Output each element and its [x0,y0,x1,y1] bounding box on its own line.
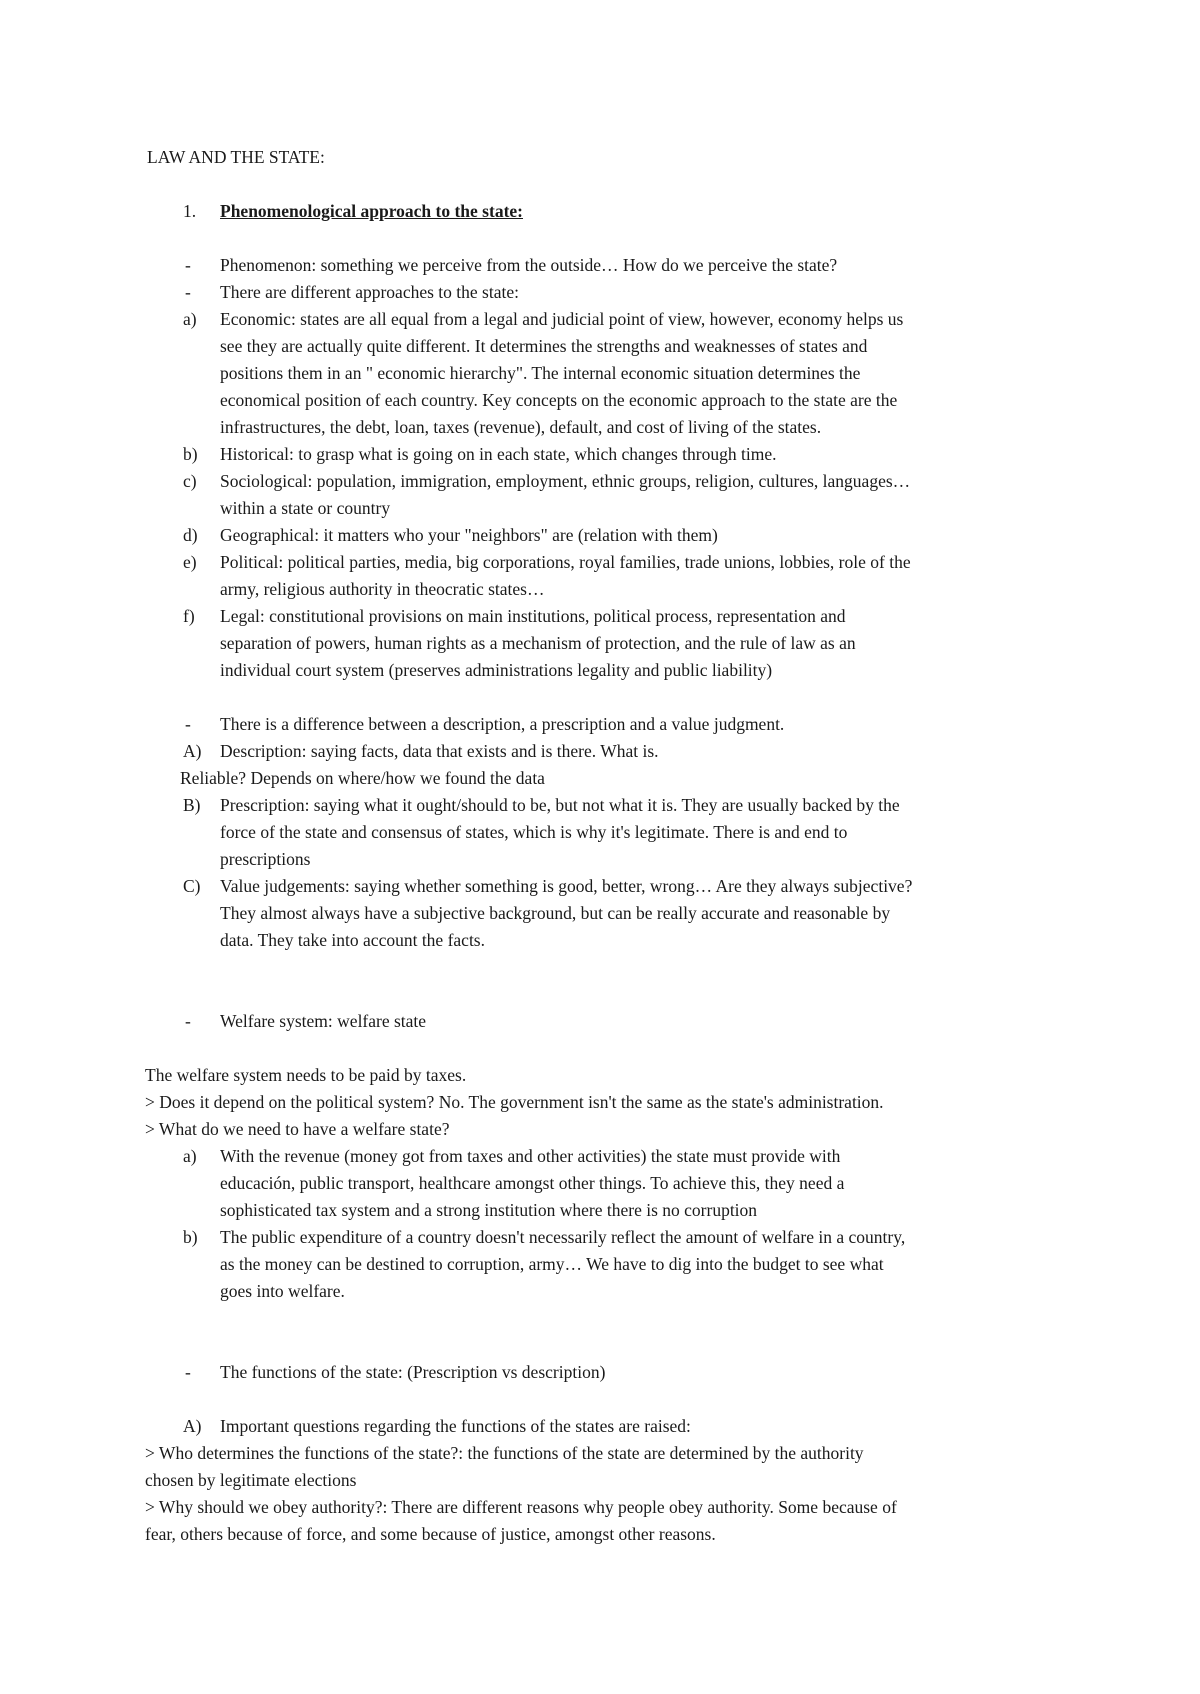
question-text: > Who determines the functions of the state?: the functions of the state are determined by the authority [145,1443,864,1463]
list-text: Economic: states are all equal from a legal and judicial point of view, however, economy helps us [220,309,904,329]
bullet-dash: - [185,1362,191,1382]
list-text: Sociological: population, immigration, employment, ethnic groups, religion, cultures, languages… [220,471,911,491]
list-text: army, religious authority in theocratic states… [220,579,545,599]
list-text: Legal: constitutional provisions on main institutions, political process, representation and [220,606,846,626]
list-marker: a) [183,1146,197,1166]
list-text: prescriptions [220,849,311,869]
bullet-dash: - [185,1011,191,1031]
list-marker: A) [183,1416,202,1436]
bullet-text: Welfare system: welfare state [220,1011,427,1031]
list-text: Important questions regarding the functions of the states are raised: [220,1416,691,1436]
paragraph-text: The welfare system needs to be paid by taxes. [145,1065,467,1085]
list-text: positions them in an " economic hierarchy". The internal economic situation determines the [220,363,861,383]
list-text: They almost always have a subjective background, but can be really accurate and reasonable by [220,903,891,923]
bullet-dash: - [185,282,191,302]
question-text: fear, others because of force, and some because of justice, amongst other reasons. [145,1524,716,1544]
list-marker: b) [183,444,198,464]
list-text: as the money can be destined to corruption, army… We have to dig into the budget to see what [220,1254,884,1274]
list-text: educación, public transport, healthcare amongst other things. To achieve this, they need a [220,1173,845,1193]
note-text: Reliable? Depends on where/how we found the data [180,768,545,788]
section-heading: Phenomenological approach to the state: [220,201,523,221]
list-marker: B) [183,795,201,815]
list-marker: b) [183,1227,198,1247]
list-marker: f) [183,606,195,626]
list-text: individual court system (preserves administrations legality and public liability) [220,660,773,680]
list-text: With the revenue (money got from taxes and other activities) the state must provide with [220,1146,841,1166]
list-text: force of the state and consensus of states, which is why it's legitimate. There is and end to [220,822,848,842]
question-text: > Why should we obey authority?: There are different reasons why people obey authority. Some because of [145,1497,897,1517]
list-marker: a) [183,309,197,329]
bullet-dash: - [185,714,191,734]
list-text: sophisticated tax system and a strong institution where there is no corruption [220,1200,758,1220]
list-text: Political: political parties, media, big corporations, royal families, trade unions, lobbies, role of the [220,552,911,572]
bullet-text: The functions of the state: (Prescription vs description) [220,1362,606,1382]
list-text: goes into welfare. [220,1281,345,1301]
list-text: Historical: to grasp what is going on in each state, which changes through time. [220,444,777,464]
list-marker: C) [183,876,201,896]
bullet-text: There is a difference between a description, a prescription and a value judgment. [220,714,785,734]
list-marker: c) [183,471,197,491]
list-text: economical position of each country. Key concepts on the economic approach to the state are the [220,390,898,410]
question-text: chosen by legitimate elections [145,1470,357,1490]
list-text: infrastructures, the debt, loan, taxes (revenue), default, and cost of living of the states. [220,417,822,437]
list-text: Description: saying facts, data that exists and is there. What is. [220,741,659,761]
list-text: separation of powers, human rights as a mechanism of protection, and the rule of law as an [220,633,856,653]
list-marker: A) [183,741,202,761]
bullet-text: Phenomenon: something we perceive from the outside… How do we perceive the state? [220,255,838,275]
list-text: Prescription: saying what it ought/should to be, but not what it is. They are usually backed by the [220,795,900,815]
question-text: > Does it depend on the political system? No. The government isn't the same as the state's administration. [145,1092,884,1112]
bullet-dash: - [185,255,191,275]
list-text: Geographical: it matters who your "neighbors" are (relation with them) [220,525,718,545]
list-text: The public expenditure of a country doesn't necessarily reflect the amount of welfare in a country, [220,1227,906,1247]
list-text: Value judgements: saying whether something is good, better, wrong… Are they always subjective? [220,876,913,896]
section-number: 1. [183,201,197,221]
list-text: data. They take into account the facts. [220,930,485,950]
question-text: > What do we need to have a welfare state? [145,1119,450,1139]
list-marker: e) [183,552,197,572]
document-title: LAW AND THE STATE: [147,147,325,167]
bullet-text: There are different approaches to the state: [220,282,519,302]
list-marker: d) [183,525,198,545]
list-text: see they are actually quite different. It determines the strengths and weaknesses of states and [220,336,868,356]
list-text: within a state or country [220,498,391,518]
